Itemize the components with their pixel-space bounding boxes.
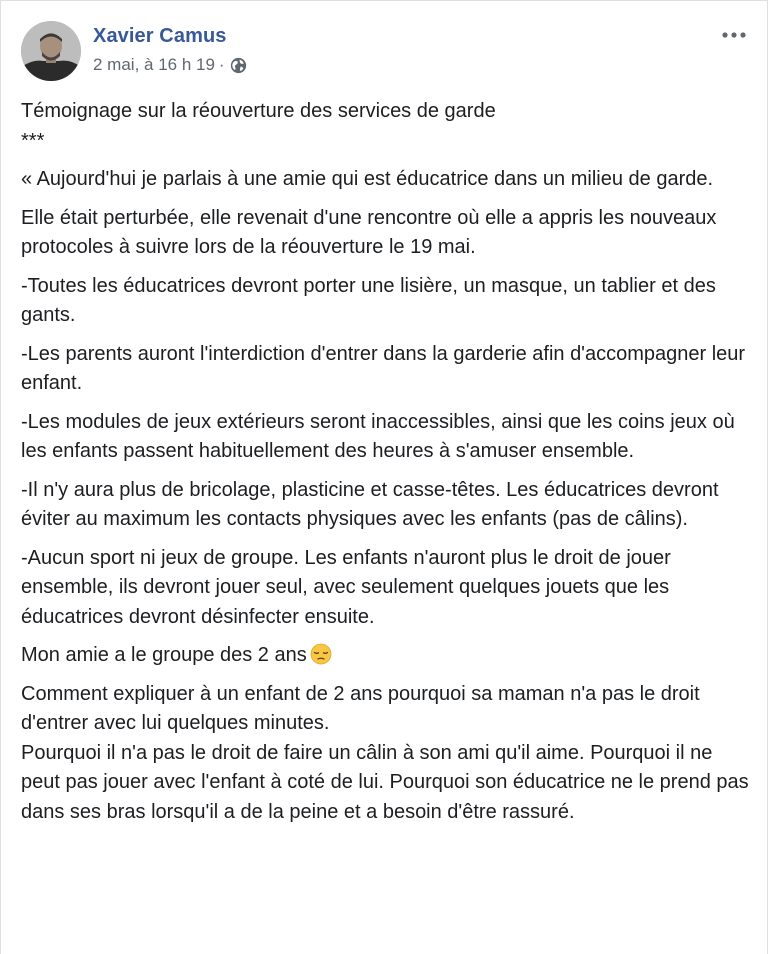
author-avatar[interactable] xyxy=(21,21,81,81)
post-paragraph: -Les parents auront l'interdiction d'entrer dans la garderie afin d'accompagner leur enfant. xyxy=(21,342,746,394)
post-paragraph: -Il n'y aura plus de bricolage, plasticine et casse-têtes. Les éducatrices devront éviter au maximum les contacts physiques avec les enfants (pas de câlins). xyxy=(21,478,719,530)
post-title-line: Témoignage sur la réouverture des services de garde xyxy=(21,100,496,122)
post-paragraph: « Aujourd'hui je parlais à une amie qui est éducatrice dans un milieu de garde. xyxy=(21,168,714,190)
post-body xyxy=(21,97,756,827)
post-paragraph: Comment expliquer à un enfant de 2 ans pourquoi sa maman n'a pas le droit d'entrer avec lui quelques minutes. xyxy=(21,682,700,734)
post-paragraph-text: Mon amie a le groupe des 2 ans xyxy=(21,644,307,666)
post-paragraph: -Toutes les éducatrices devront porter une lisière, un masque, un tablier et des gants. xyxy=(21,274,716,326)
post-meta xyxy=(93,55,247,75)
post-header xyxy=(21,21,749,83)
post-paragraph: -Aucun sport ni jeux de groupe. Les enfants n'auront plus le droit de jouer ensemble, ils devront jouer seul, avec seulement quelques jouets que les éducatrices devront désinfecter ensuite. xyxy=(21,546,671,628)
more-options-icon[interactable] xyxy=(719,23,749,47)
post-paragraph-emoji xyxy=(21,641,756,671)
pensive-face-icon xyxy=(310,643,332,665)
meta-separator: · xyxy=(218,55,225,74)
post-separator-line: *** xyxy=(21,129,45,152)
globe-icon[interactable] xyxy=(230,57,247,74)
author-name[interactable]: Xavier Camus xyxy=(93,25,227,47)
post-paragraph: -Les modules de jeux extérieurs seront inaccessibles, ainsi que les coins jeux où les enfants passent habituellement des heures à s'amuser ensemble. xyxy=(21,410,735,462)
post-paragraph: Elle était perturbée, elle revenait d'une rencontre où elle a appris les nouveaux protocoles à suivre lors de la réouverture le 19 mai. xyxy=(21,206,717,258)
post-paragraph: Pourquoi il n'a pas le droit de faire un câlin à son ami qu'il aime. Pourquoi il ne peut pas jouer avec l'enfant à coté de lui. Pourquoi son éducatrice ne le prend pas dans ses bras lorsqu'il a de la peine et a besoin d'être rassuré. xyxy=(21,741,749,823)
post-timestamp[interactable]: 2 mai, à 16 h 19 xyxy=(93,55,215,74)
